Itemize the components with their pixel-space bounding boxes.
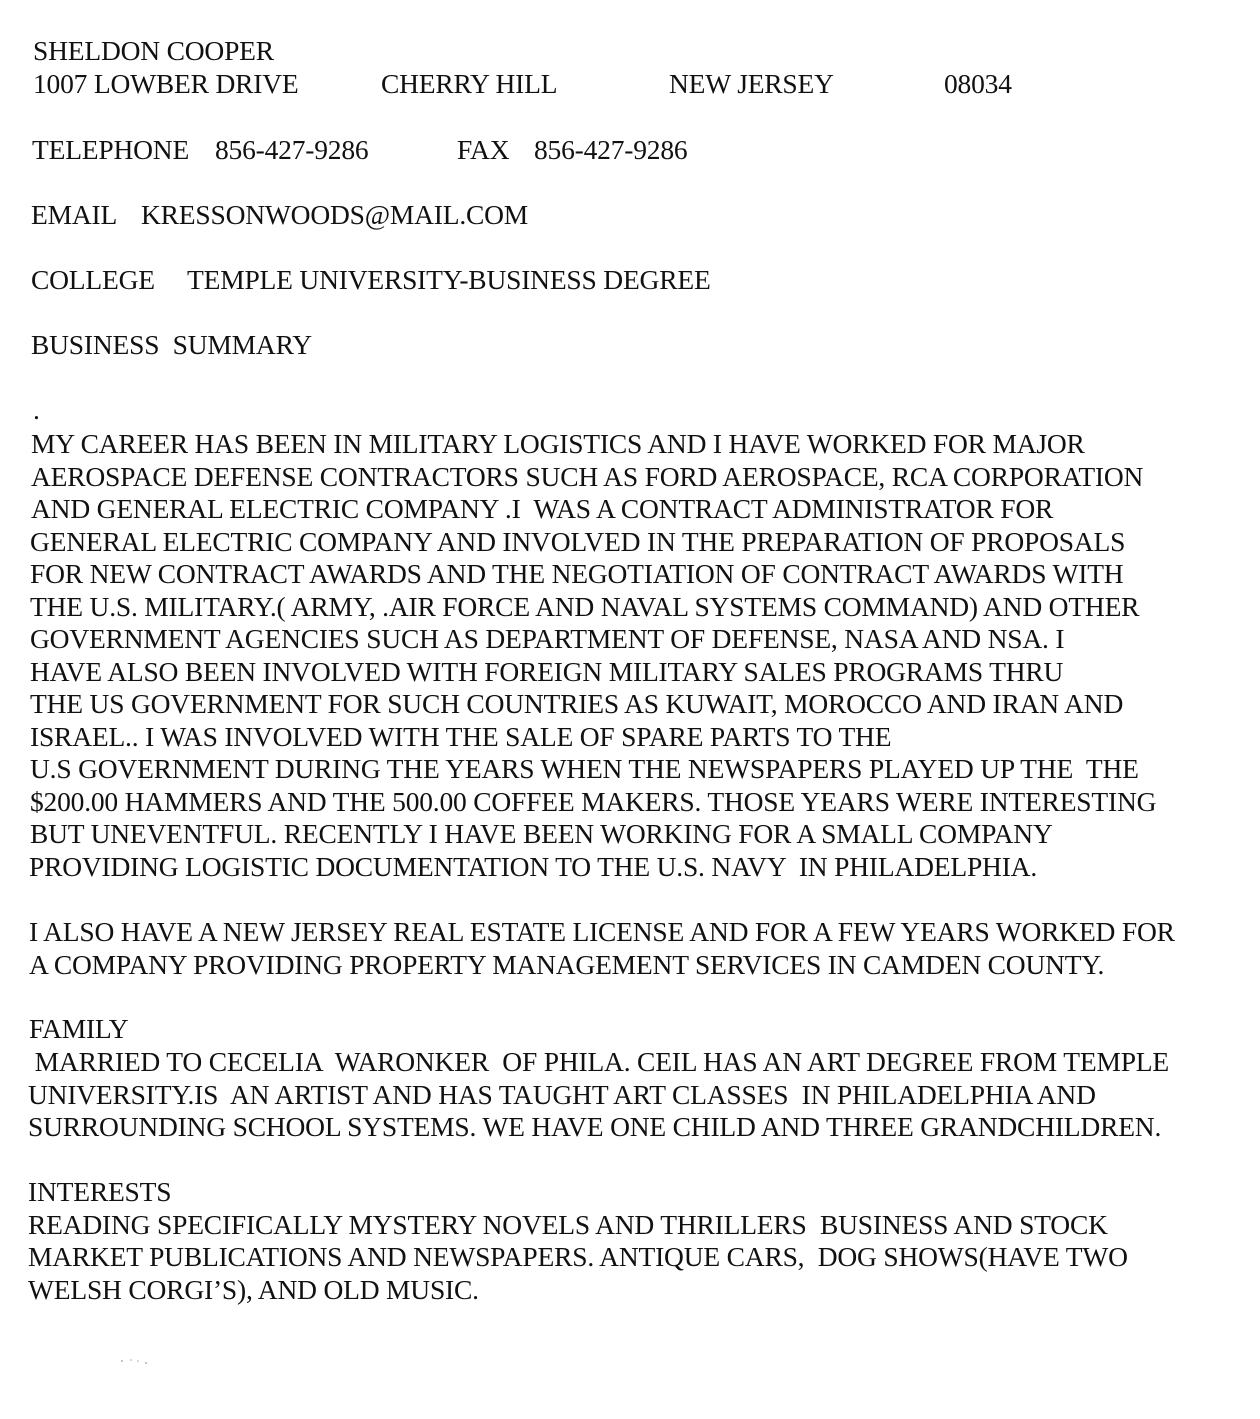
address-city: CHERRY HILL: [381, 68, 558, 99]
address-state: NEW JERSEY: [669, 68, 834, 99]
paragraph-line: I ALSO HAVE A NEW JERSEY REAL ESTATE LICENSE AND FOR A FEW YEARS WORKED FOR: [29, 916, 1175, 947]
applicant-name: SHELDON COOPER: [33, 35, 274, 66]
address-zip: 08034: [944, 68, 1012, 99]
family-heading: FAMILY: [29, 1013, 129, 1044]
paragraph-line: FOR NEW CONTRACT AWARDS AND THE NEGOTIATION OF CONTRACT AWARDS WITH: [30, 558, 1124, 589]
paragraph-line: AEROSPACE DEFENSE CONTRACTORS SUCH AS FORD AEROSPACE, RCA CORPORATION: [31, 461, 1144, 492]
paragraph-line: MARRIED TO CECELIA WARONKER OF PHILA. CEIL HAS AN ART DEGREE FROM TEMPLE: [28, 1046, 1169, 1077]
college-value: TEMPLE UNIVERSITY-BUSINESS DEGREE: [187, 264, 711, 295]
paragraph-line: U.S GOVERNMENT DURING THE YEARS WHEN THE NEWSPAPERS PLAYED UP THE THE: [30, 753, 1139, 784]
paragraph-line: A COMPANY PROVIDING PROPERTY MANAGEMENT SERVICES IN CAMDEN COUNTY.: [29, 949, 1105, 980]
college-label: COLLEGE: [31, 264, 155, 295]
paragraph-line: GENERAL ELECTRIC COMPANY AND INVOLVED IN THE PREPARATION OF PROPOSALS: [30, 526, 1126, 557]
paragraph-line: GOVERNMENT AGENCIES SUCH AS DEPARTMENT OF DEFENSE, NASA AND NSA. I: [30, 623, 1065, 654]
interests-heading: INTERESTS: [28, 1176, 172, 1207]
telephone-label: TELEPHONE: [32, 134, 190, 165]
paragraph-line: $200.00 HAMMERS AND THE 500.00 COFFEE MAKERS. THOSE YEARS WERE INTERESTING: [30, 786, 1157, 817]
paragraph-line: THE US GOVERNMENT FOR SUCH COUNTRIES AS KUWAIT, MOROCCO AND IRAN AND: [30, 688, 1124, 719]
paragraph-line: READING SPECIFICALLY MYSTERY NOVELS AND THRILLERS BUSINESS AND STOCK: [28, 1209, 1108, 1240]
paragraph-line: AND GENERAL ELECTRIC COMPANY .I WAS A CONTRACT ADMINISTRATOR FOR: [31, 493, 1054, 524]
scan-speck-marks: [118, 1356, 152, 1366]
stray-dot-mark: .: [33, 394, 40, 425]
paragraph-line: MY CAREER HAS BEEN IN MILITARY LOGISTICS AND I HAVE WORKED FOR MAJOR: [31, 428, 1085, 459]
paragraph-line: WELSH CORGI’S), AND OLD MUSIC.: [28, 1274, 479, 1305]
address-street: 1007 LOWBER DRIVE: [33, 68, 299, 99]
paragraph-line: HAVE ALSO BEEN INVOLVED WITH FOREIGN MILITARY SALES PROGRAMS THRU: [30, 656, 1064, 687]
email-value: KRESSONWOODS@MAIL.COM: [141, 199, 529, 230]
paragraph-line: MARKET PUBLICATIONS AND NEWSPAPERS. ANTIQUE CARS, DOG SHOWS(HAVE TWO: [28, 1241, 1128, 1272]
paragraph-line: ISRAEL.. I WAS INVOLVED WITH THE SALE OF SPARE PARTS TO THE: [30, 721, 892, 752]
fax-label: FAX: [457, 134, 510, 165]
paragraph-line: SURROUNDING SCHOOL SYSTEMS. WE HAVE ONE CHILD AND THREE GRANDCHILDREN.: [28, 1111, 1162, 1142]
fax-value: 856-427-9286: [534, 134, 688, 165]
paragraph-line: UNIVERSITY.IS AN ARTIST AND HAS TAUGHT ART CLASSES IN PHILADELPHIA AND: [28, 1079, 1096, 1110]
telephone-value: 856-427-9286: [215, 134, 369, 165]
paragraph-line: PROVIDING LOGISTIC DOCUMENTATION TO THE U.S. NAVY IN PHILADELPHIA.: [29, 851, 1037, 882]
paragraph-line: THE U.S. MILITARY.( ARMY, .AIR FORCE AND NAVAL SYSTEMS COMMAND) AND OTHER: [30, 591, 1140, 622]
paragraph-line: BUT UNEVENTFUL. RECENTLY I HAVE BEEN WORKING FOR A SMALL COMPANY: [30, 818, 1053, 849]
business-summary-heading: BUSINESS SUMMARY: [31, 329, 312, 360]
email-label: EMAIL: [31, 199, 118, 230]
